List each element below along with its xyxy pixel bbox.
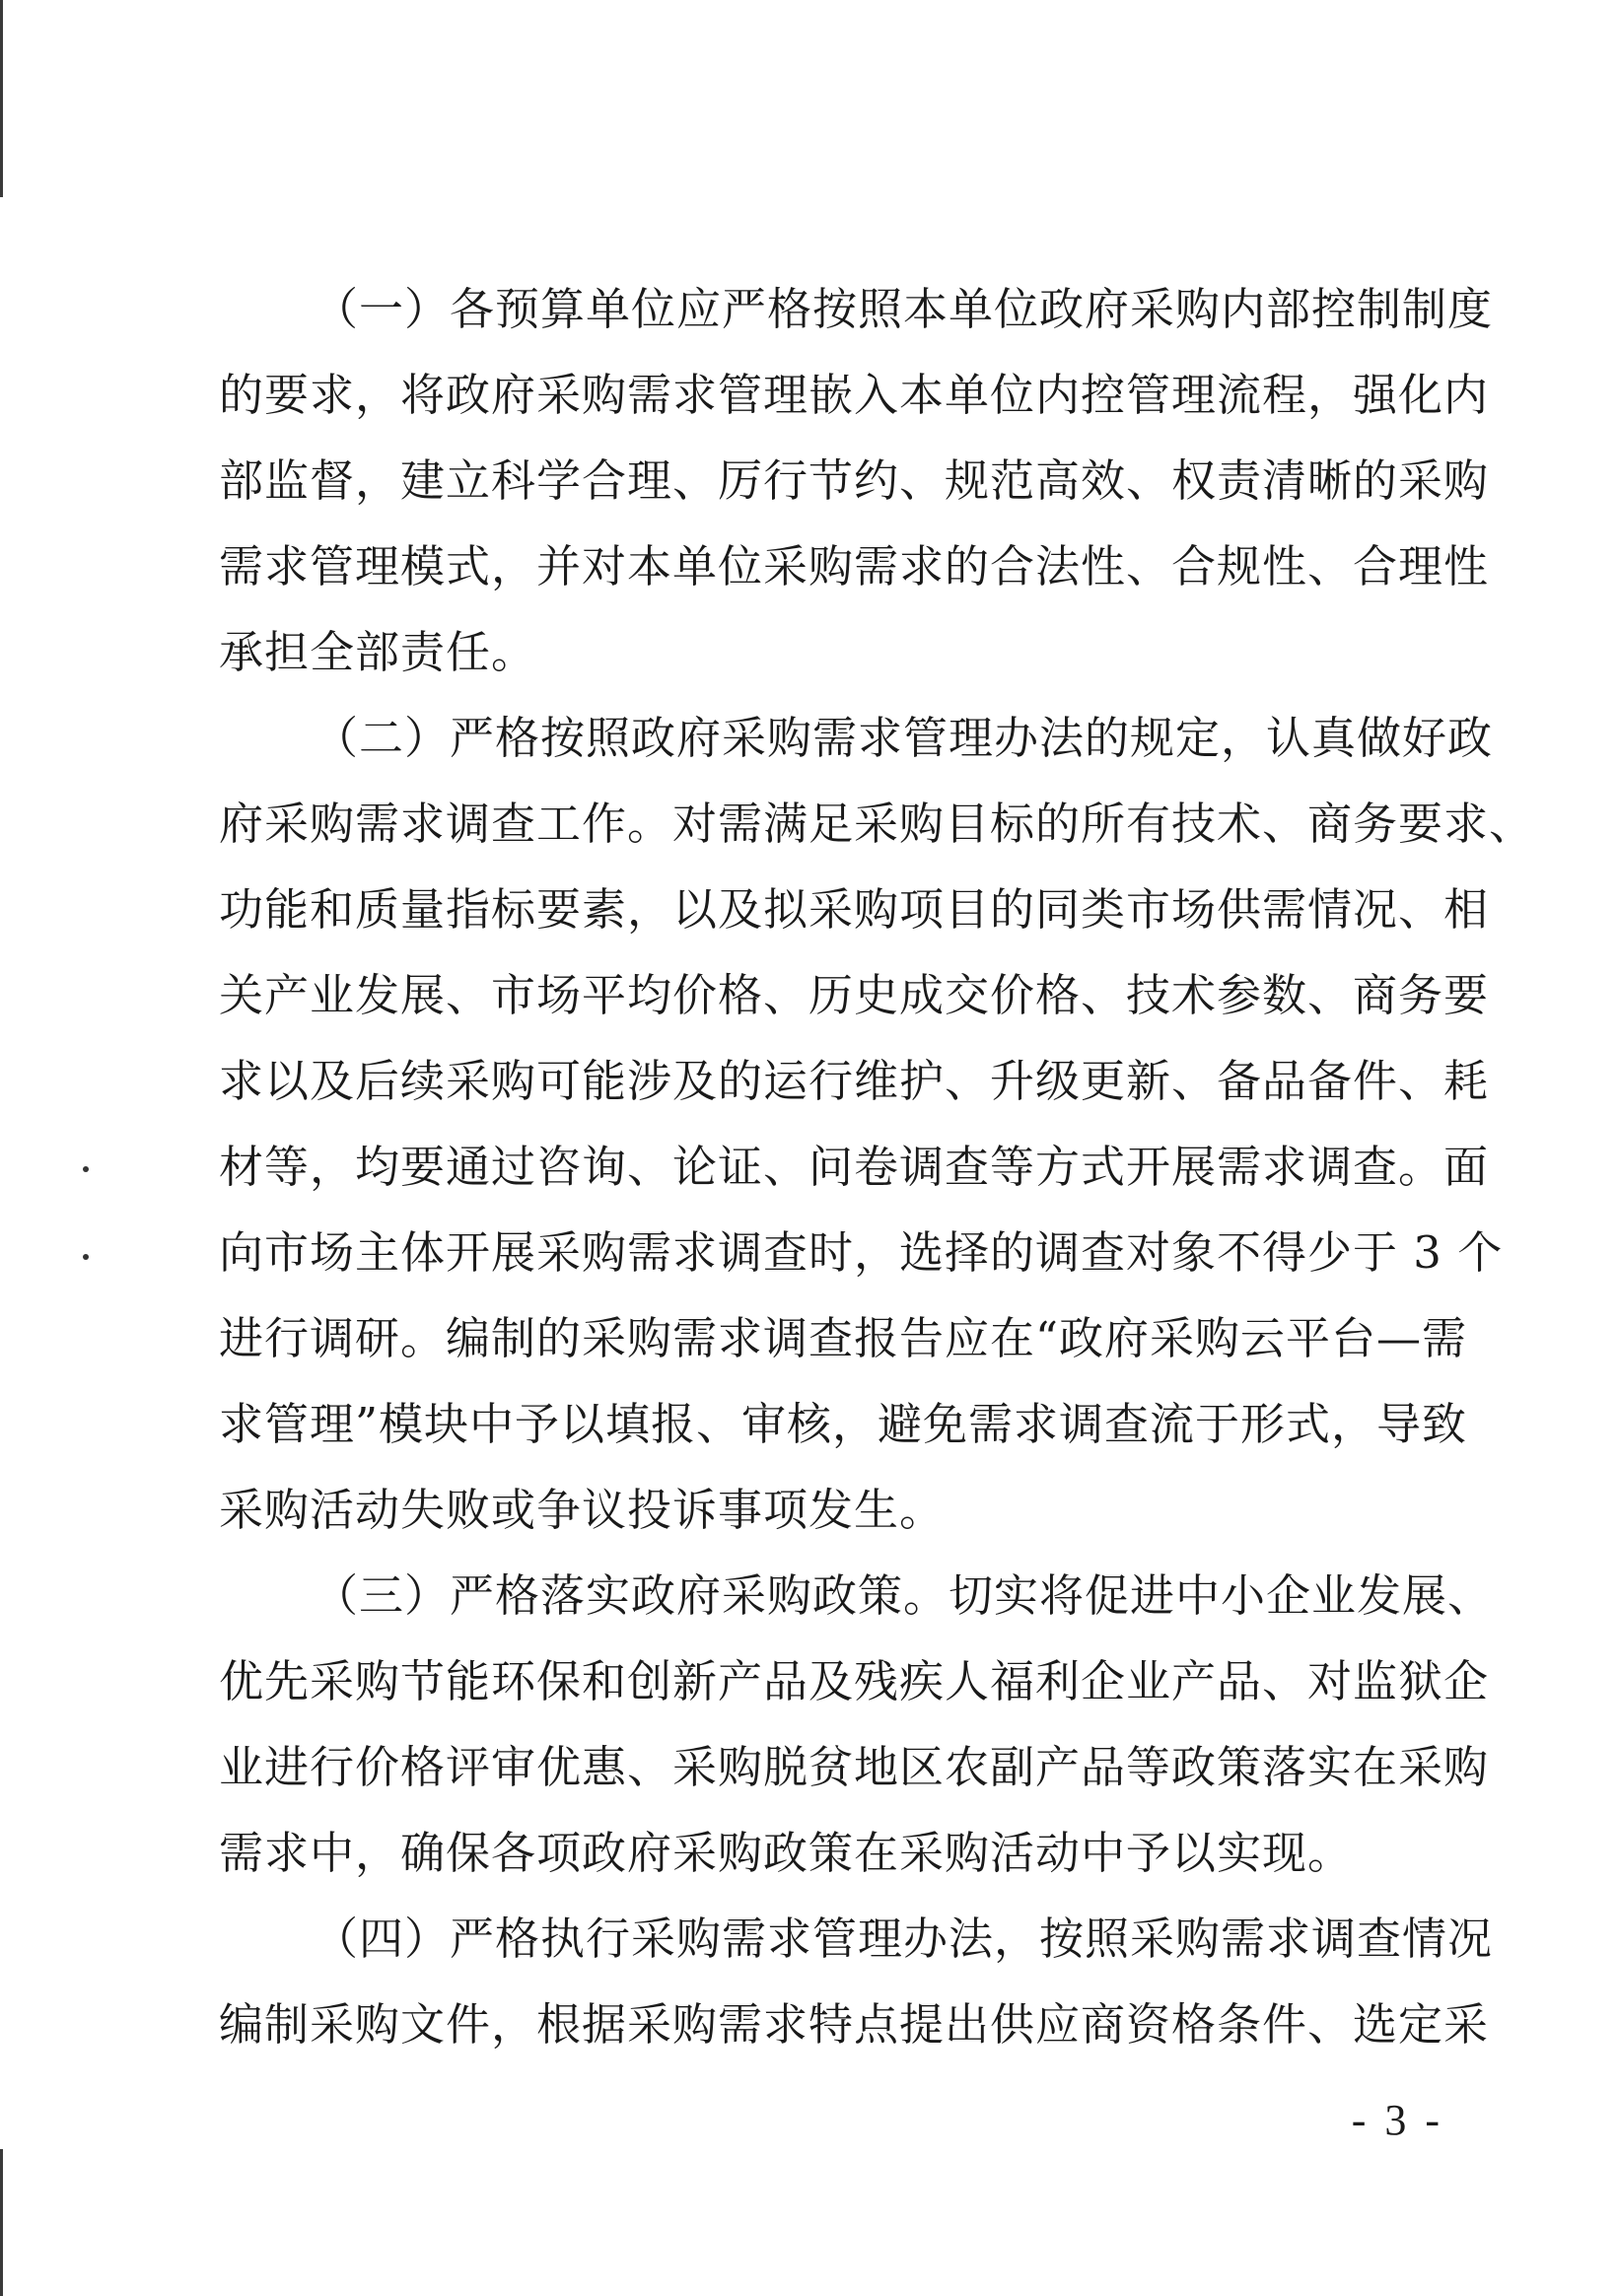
paragraph-1 <box>219 266 1494 695</box>
text-line: 的要求，将政府采购需求管理嵌入本单位内控管理流程，强化内 <box>219 369 1490 421</box>
text-line: 功能和质量指标要素，以及拟采购项目的同类市场供需情况、相 <box>219 883 1490 936</box>
text-line: 关产业发展、市场平均价格、历史成交价格、技术参数、商务要 <box>219 969 1490 1021</box>
text-line: 编制采购文件，根据采购需求特点提出供应商资格条件、选定采 <box>219 1998 1490 2051</box>
scan-speck <box>83 1166 89 1172</box>
binding-edge-line <box>0 2149 3 2296</box>
paragraph-4 <box>219 1896 1494 2067</box>
text-line: （三）严格落实政府采购政策。切实将促进中小企业发展、 <box>314 1569 1494 1622</box>
text-line: 进行调研。编制的采购需求调查报告应在“政府采购云平台—需 <box>219 1312 1468 1364</box>
text-line: 优先采购节能环保和创新产品及残疾人福利企业产品、对监狱企 <box>219 1655 1490 1707</box>
text-line: 材等，均要通过咨询、论证、问卷调查等方式开展需求调查。面 <box>219 1141 1490 1193</box>
text-line: 承担全部责任。 <box>219 626 537 678</box>
text-line: 部监督，建立科学合理、厉行节约、规范高效、权责清晰的采购 <box>219 454 1490 507</box>
binding-edge-line <box>0 0 3 197</box>
text-line: 需求中，确保各项政府采购政策在采购活动中予以实现。 <box>219 1827 1354 1879</box>
text-line: （一）各预算单位应严格按照本单位政府采购内部控制制度 <box>314 283 1494 335</box>
text-line: （二）严格按照政府采购需求管理办法的规定，认真做好政 <box>314 712 1494 764</box>
text-line: 业进行价格评审优惠、采购脱贫地区农副产品等政策落实在采购 <box>219 1741 1490 1793</box>
paragraph-2 <box>219 695 1535 1553</box>
text-line: 采购活动失败或争议投诉事项发生。 <box>219 1484 946 1536</box>
text-line: 需求管理模式，并对本单位采购需求的合法性、合规性、合理性 <box>219 540 1490 592</box>
body-text <box>219 266 1535 2067</box>
text-line: 求管理”模块中予以填报、审核，避免需求调查流于形式，导致 <box>219 1398 1468 1450</box>
paragraph-3 <box>219 1553 1494 1896</box>
text-line: 求以及后续采购可能涉及的运行维护、升级更新、备品备件、耗 <box>219 1055 1490 1107</box>
page-number: - 3 - <box>1351 2096 1443 2144</box>
text-line: （四）严格执行采购需求管理办法，按照采购需求调查情况 <box>314 1913 1494 1965</box>
scan-speck <box>83 1254 89 1260</box>
text-line: 府采购需求调查工作。对需满足采购目标的所有技术、商务要求、 <box>219 798 1535 850</box>
text-line: 向市场主体开展采购需求调查时，选择的调查对象不得少于 3 个 <box>219 1226 1504 1279</box>
